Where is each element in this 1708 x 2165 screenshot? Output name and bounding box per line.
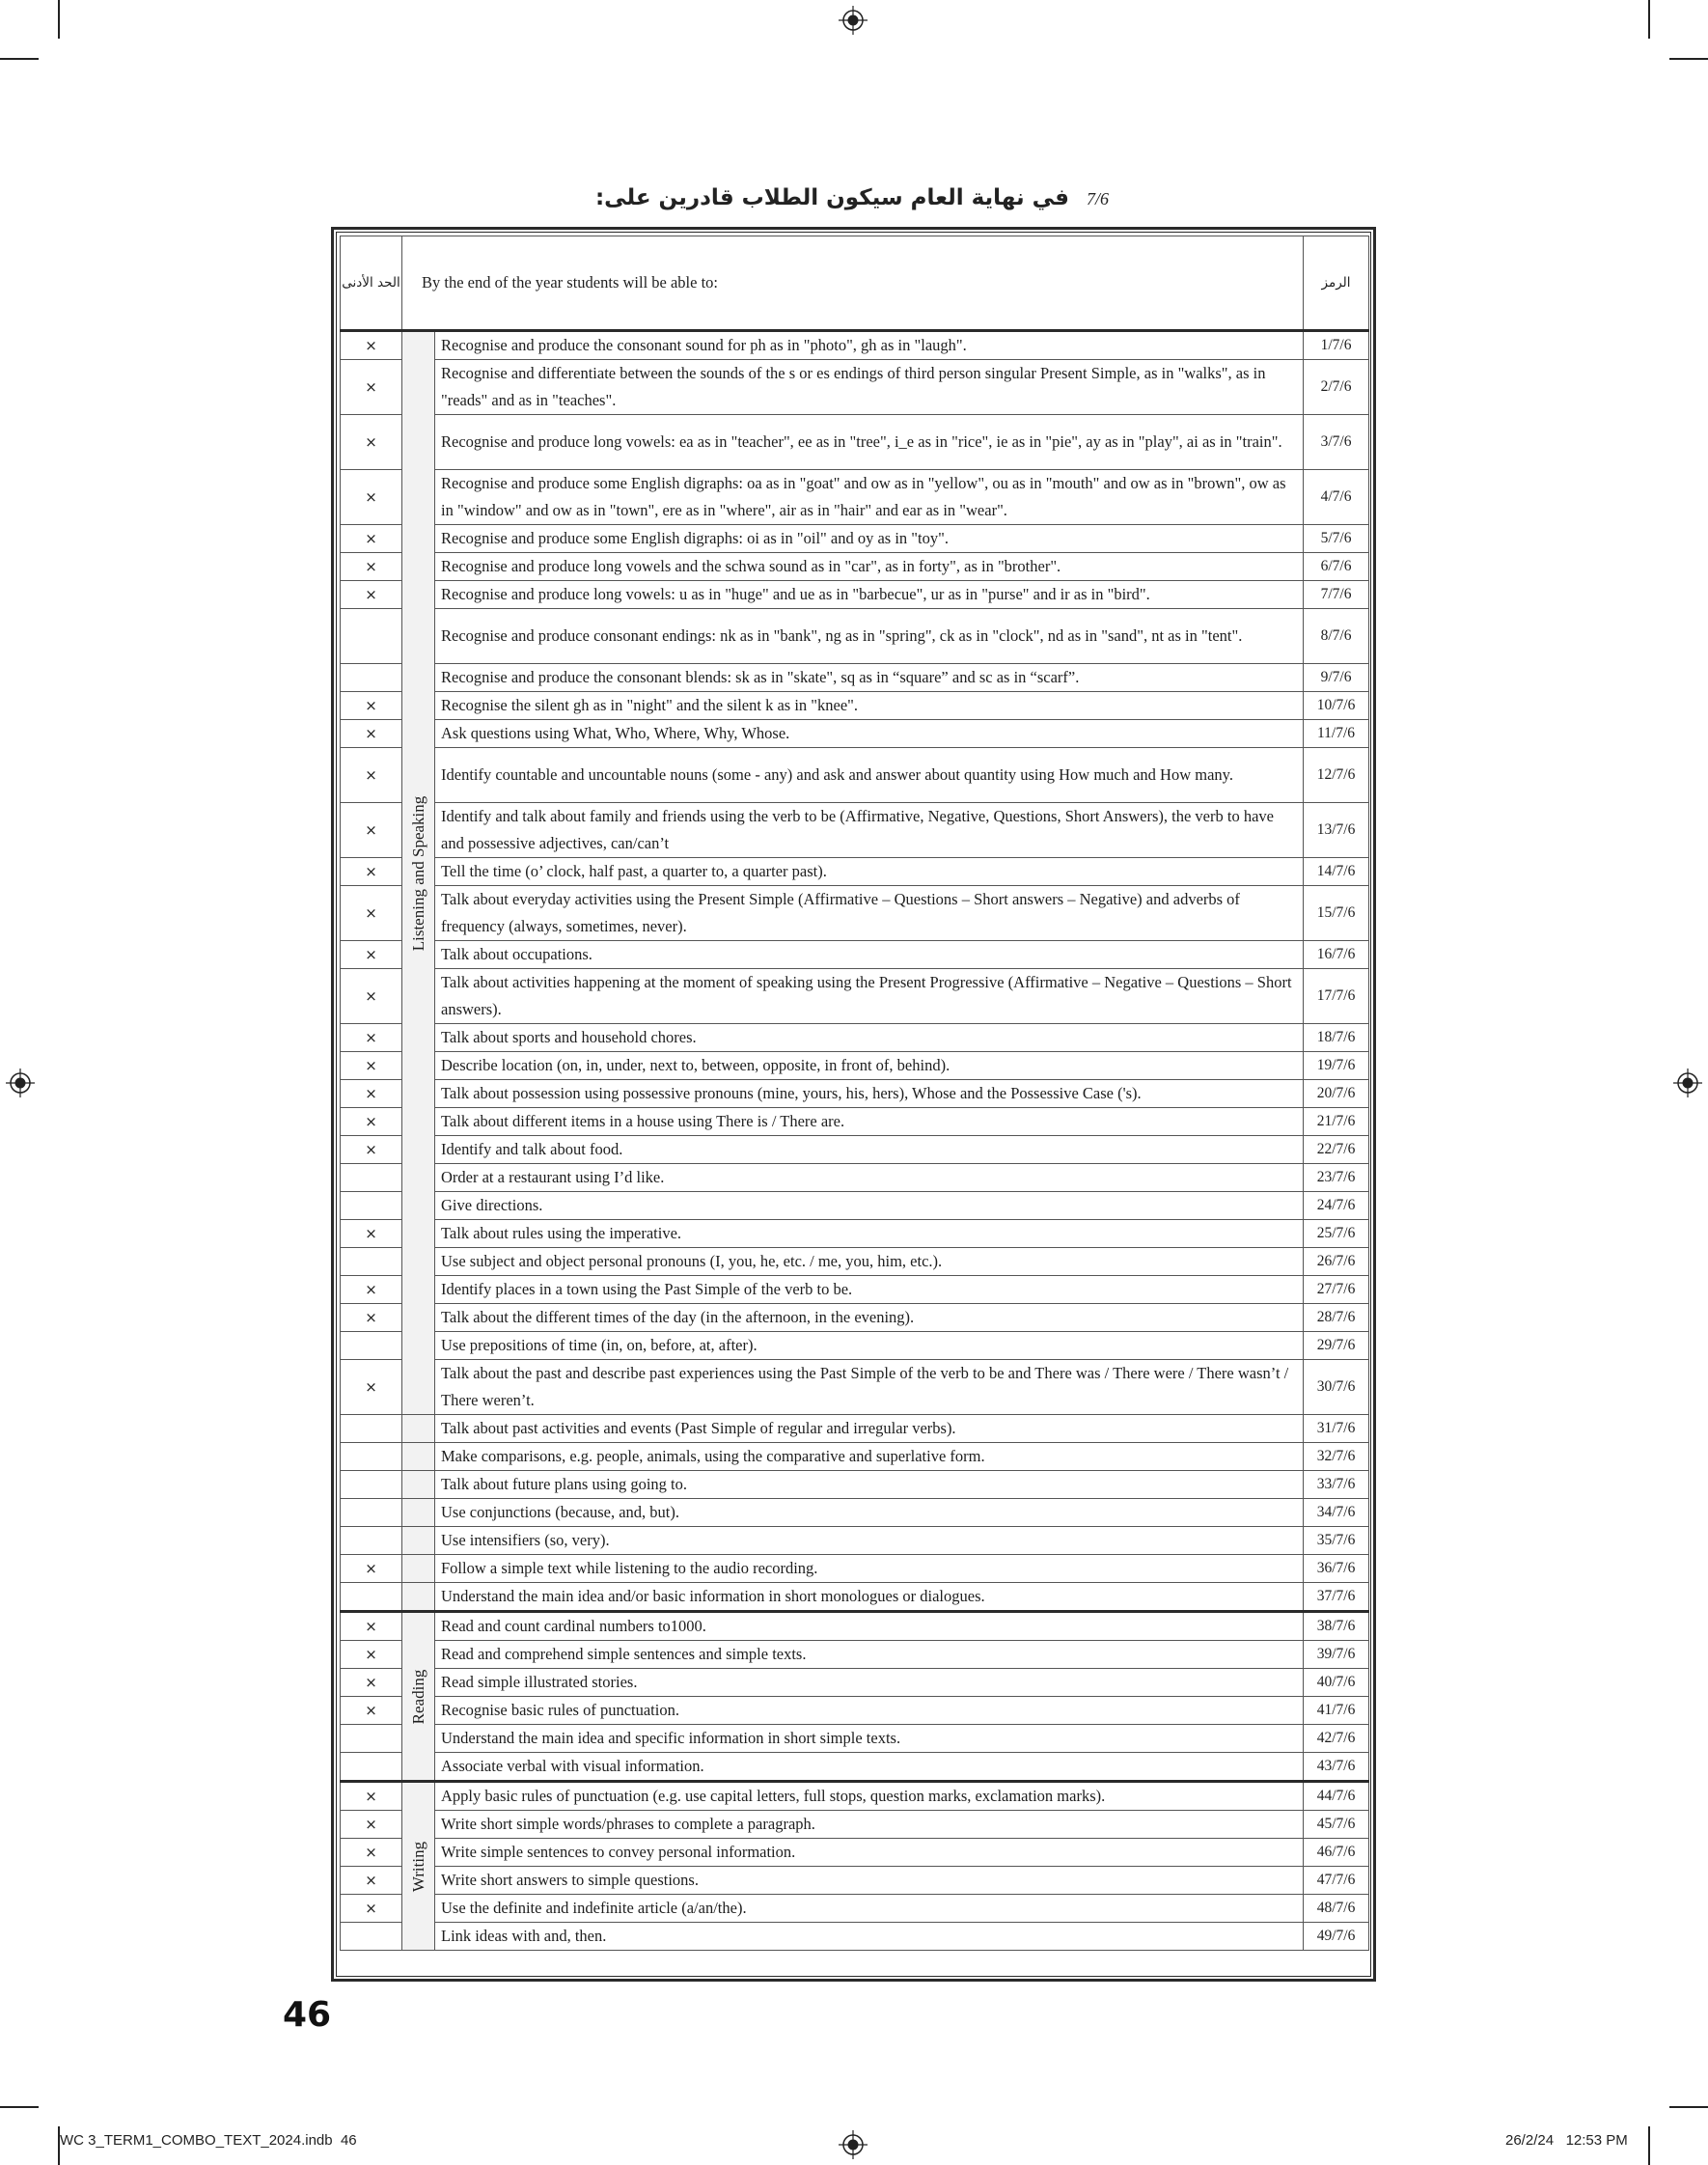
category-blank bbox=[402, 1443, 435, 1471]
min-mark: × bbox=[341, 1052, 402, 1080]
min-mark: × bbox=[341, 331, 402, 360]
objective-code: 41/7/6 bbox=[1304, 1697, 1369, 1725]
objective-text: Recognise and produce long vowels and the schwa sound as in "car", as in forty", as in "brother". bbox=[435, 553, 1304, 581]
category-blank bbox=[402, 1555, 435, 1583]
crop-mark bbox=[0, 2106, 39, 2108]
table-row bbox=[341, 941, 1369, 969]
objective-code: 46/7/6 bbox=[1304, 1839, 1369, 1867]
footer-timestamp bbox=[1505, 2132, 1628, 2149]
header-description: By the end of the year students will be able to: bbox=[402, 236, 1304, 331]
category-blank bbox=[402, 1471, 435, 1499]
min-mark: × bbox=[341, 1867, 402, 1895]
objective-code: 8/7/6 bbox=[1304, 609, 1369, 664]
min-mark: × bbox=[341, 1839, 402, 1867]
objective-text: Tell the time (o’ clock, half past, a quarter to, a quarter past). bbox=[435, 858, 1304, 886]
table-row bbox=[341, 360, 1369, 415]
crop-mark bbox=[0, 58, 39, 60]
objective-code: 7/7/6 bbox=[1304, 581, 1369, 609]
objective-text: Talk about sports and household chores. bbox=[435, 1024, 1304, 1052]
min-mark: × bbox=[341, 1220, 402, 1248]
table-row bbox=[341, 803, 1369, 858]
table-row bbox=[341, 1839, 1369, 1867]
objective-text: Talk about future plans using going to. bbox=[435, 1471, 1304, 1499]
objective-code: 14/7/6 bbox=[1304, 858, 1369, 886]
objective-text: Order at a restaurant using I’d like. bbox=[435, 1164, 1304, 1192]
objective-code: 19/7/6 bbox=[1304, 1052, 1369, 1080]
table-row bbox=[341, 1499, 1369, 1527]
page-number: 46 bbox=[283, 1995, 332, 2035]
category-blank bbox=[402, 1583, 435, 1612]
crop-mark bbox=[58, 0, 60, 39]
objective-text: Talk about activities happening at the moment of speaking using the Present Progressive (Affirmative – Negative – Questions – Short answers). bbox=[435, 969, 1304, 1024]
min-mark: × bbox=[341, 1612, 402, 1641]
objective-text: Talk about the different times of the day (in the afternoon, in the evening). bbox=[435, 1304, 1304, 1332]
objective-code: 47/7/6 bbox=[1304, 1867, 1369, 1895]
category-blank bbox=[402, 1527, 435, 1555]
min-mark: × bbox=[341, 553, 402, 581]
objective-code: 35/7/6 bbox=[1304, 1527, 1369, 1555]
objective-text: Recognise and produce the consonant blends: sk as in "skate", sq as in “square” and sc as in “scarf”. bbox=[435, 664, 1304, 692]
min-mark: × bbox=[341, 581, 402, 609]
objective-code: 2/7/6 bbox=[1304, 360, 1369, 415]
min-mark: × bbox=[341, 1669, 402, 1697]
code-label: الرمز bbox=[1304, 236, 1369, 331]
objective-text: Recognise and produce long vowels: ea as in "teacher", ee as in "tree", i_e as in "rice", ie as in "pie", ay as in "play", ai as in "train". bbox=[435, 415, 1304, 470]
footer-page: 46 bbox=[340, 2132, 357, 2149]
objective-text: Use the definite and indefinite article (a/an/the). bbox=[435, 1895, 1304, 1923]
min-mark: × bbox=[341, 692, 402, 720]
min-mark: × bbox=[341, 748, 402, 803]
table-row bbox=[341, 1725, 1369, 1753]
min-mark: × bbox=[341, 1136, 402, 1164]
objective-code: 1/7/6 bbox=[1304, 331, 1369, 360]
category-label: Reading bbox=[408, 1669, 427, 1724]
table-row bbox=[341, 581, 1369, 609]
min-mark bbox=[341, 1415, 402, 1443]
min-mark bbox=[341, 664, 402, 692]
objective-text: Write simple sentences to convey personal information. bbox=[435, 1839, 1304, 1867]
min-mark: × bbox=[341, 1080, 402, 1108]
objective-text: Link ideas with and, then. bbox=[435, 1923, 1304, 1951]
category-label: Listening and Speaking bbox=[408, 795, 427, 951]
table-row bbox=[341, 692, 1369, 720]
registration-mark-icon bbox=[839, 6, 868, 35]
objective-text: Identify places in a town using the Past Simple of the verb to be. bbox=[435, 1276, 1304, 1304]
min-mark: × bbox=[341, 720, 402, 748]
objective-text: Talk about possession using possessive pronouns (mine, yours, his, hers), Whose and the Possessive Case ('s). bbox=[435, 1080, 1304, 1108]
min-mark bbox=[341, 1471, 402, 1499]
objective-code: 49/7/6 bbox=[1304, 1923, 1369, 1951]
registration-mark-icon bbox=[1673, 1069, 1702, 1097]
category-label: Writing bbox=[408, 1841, 427, 1892]
table-row bbox=[341, 415, 1369, 470]
min-mark: × bbox=[341, 1641, 402, 1669]
table-row bbox=[341, 1555, 1369, 1583]
min-mark: × bbox=[341, 969, 402, 1024]
category-listening bbox=[402, 331, 435, 1415]
objective-text: Identify and talk about family and friends using the verb to be (Affirmative, Negative, Questions, Short Answers), the verb to have and possessive adjectives, can/can’t bbox=[435, 803, 1304, 858]
objective-text: Use prepositions of time (in, on, before, at, after). bbox=[435, 1332, 1304, 1360]
category-blank bbox=[402, 1499, 435, 1527]
objective-text: Recognise and differentiate between the sounds of the s or es endings of third person singular Present Simple, as in "walks", as in "reads" and as in "teaches". bbox=[435, 360, 1304, 415]
table-row bbox=[341, 1360, 1369, 1415]
objective-code: 10/7/6 bbox=[1304, 692, 1369, 720]
objective-text: Talk about occupations. bbox=[435, 941, 1304, 969]
table-row bbox=[341, 1276, 1369, 1304]
table-row bbox=[341, 1895, 1369, 1923]
objective-text: Write short answers to simple questions. bbox=[435, 1867, 1304, 1895]
objective-code: 11/7/6 bbox=[1304, 720, 1369, 748]
table-row bbox=[341, 1669, 1369, 1697]
objective-text: Identify countable and uncountable nouns (some - any) and ask and answer about quantity using How much and How many. bbox=[435, 748, 1304, 803]
objective-text: Recognise and produce the consonant sound for ph as in "photo", gh as in "laugh". bbox=[435, 331, 1304, 360]
min-mark: × bbox=[341, 1811, 402, 1839]
min-mark bbox=[341, 1248, 402, 1276]
table-row bbox=[341, 1527, 1369, 1555]
table-row bbox=[341, 470, 1369, 525]
table-row bbox=[341, 1415, 1369, 1443]
objective-code: 45/7/6 bbox=[1304, 1811, 1369, 1839]
objective-text: Talk about the past and describe past experiences using the Past Simple of the verb to be and There was / There were / There wasn’t / There weren’t. bbox=[435, 1360, 1304, 1415]
table-row bbox=[341, 1641, 1369, 1669]
footer-date: 26/2/24 bbox=[1505, 2132, 1555, 2149]
objective-code: 25/7/6 bbox=[1304, 1220, 1369, 1248]
objective-code: 43/7/6 bbox=[1304, 1753, 1369, 1782]
objective-text: Read and comprehend simple sentences and simple texts. bbox=[435, 1641, 1304, 1669]
category-writing bbox=[402, 1782, 435, 1951]
objective-text: Write short simple words/phrases to complete a paragraph. bbox=[435, 1811, 1304, 1839]
table-row bbox=[341, 553, 1369, 581]
table-row bbox=[341, 1471, 1369, 1499]
min-mark: × bbox=[341, 360, 402, 415]
objective-code: 48/7/6 bbox=[1304, 1895, 1369, 1923]
objective-text: Recognise and produce some English digraphs: oi as in "oil" and oy as in "toy". bbox=[435, 525, 1304, 553]
min-mark bbox=[341, 1164, 402, 1192]
objective-code: 39/7/6 bbox=[1304, 1641, 1369, 1669]
objective-code: 6/7/6 bbox=[1304, 553, 1369, 581]
objective-code: 24/7/6 bbox=[1304, 1192, 1369, 1220]
registration-mark-icon bbox=[839, 2130, 868, 2159]
min-mark bbox=[341, 609, 402, 664]
objective-code: 26/7/6 bbox=[1304, 1248, 1369, 1276]
objective-code: 36/7/6 bbox=[1304, 1555, 1369, 1583]
table-header-row bbox=[341, 236, 1369, 331]
table-row bbox=[341, 748, 1369, 803]
table-row bbox=[341, 1811, 1369, 1839]
min-mark bbox=[341, 1923, 402, 1951]
objective-text: Ask questions using What, Who, Where, Why, Whose. bbox=[435, 720, 1304, 748]
objective-code: 15/7/6 bbox=[1304, 886, 1369, 941]
objective-text: Recognise and produce some English digraphs: oa as in "goat" and ow as in "yellow", ou as in "mouth" and ow as in "brown", ow as in "window" and ow as in "town", ere as in "where", air as in "hair" and ear as in "wear". bbox=[435, 470, 1304, 525]
min-mark: × bbox=[341, 1108, 402, 1136]
table-row bbox=[341, 1583, 1369, 1612]
min-mark: × bbox=[341, 1895, 402, 1923]
objective-code: 32/7/6 bbox=[1304, 1443, 1369, 1471]
table-row bbox=[341, 1753, 1369, 1782]
objective-code: 40/7/6 bbox=[1304, 1669, 1369, 1697]
footer-file: WC 3_TERM1_COMBO_TEXT_2024.indb bbox=[60, 2132, 333, 2149]
min-mark: × bbox=[341, 1697, 402, 1725]
registration-mark-icon bbox=[6, 1069, 35, 1097]
objective-text: Talk about everyday activities using the Present Simple (Affirmative – Questions – Short answers – Negative) and adverbs of frequency (always, sometimes, never). bbox=[435, 886, 1304, 941]
table-row bbox=[341, 1867, 1369, 1895]
objective-code: 5/7/6 bbox=[1304, 525, 1369, 553]
min-mark bbox=[341, 1332, 402, 1360]
table-row bbox=[341, 1080, 1369, 1108]
objective-code: 31/7/6 bbox=[1304, 1415, 1369, 1443]
objective-code: 34/7/6 bbox=[1304, 1499, 1369, 1527]
objective-code: 22/7/6 bbox=[1304, 1136, 1369, 1164]
min-mark: × bbox=[341, 858, 402, 886]
objective-text: Recognise the silent gh as in "night" and the silent k as in "knee". bbox=[435, 692, 1304, 720]
table-row bbox=[341, 1192, 1369, 1220]
min-mark bbox=[341, 1725, 402, 1753]
crop-mark bbox=[1648, 0, 1650, 39]
min-mark: × bbox=[341, 1304, 402, 1332]
table-row bbox=[341, 969, 1369, 1024]
objective-code: 4/7/6 bbox=[1304, 470, 1369, 525]
min-mark bbox=[341, 1192, 402, 1220]
objective-code: 38/7/6 bbox=[1304, 1612, 1369, 1641]
objective-code: 9/7/6 bbox=[1304, 664, 1369, 692]
objective-text: Understand the main idea and specific information in short simple texts. bbox=[435, 1725, 1304, 1753]
table-row bbox=[341, 1697, 1369, 1725]
footer-file-info bbox=[60, 2132, 357, 2149]
table-row bbox=[341, 1248, 1369, 1276]
table-row bbox=[341, 525, 1369, 553]
objective-code: 33/7/6 bbox=[1304, 1471, 1369, 1499]
table-row bbox=[341, 1220, 1369, 1248]
objective-text: Talk about different items in a house using There is / There are. bbox=[435, 1108, 1304, 1136]
objective-code: 44/7/6 bbox=[1304, 1782, 1369, 1811]
min-mark: × bbox=[341, 803, 402, 858]
objective-text: Describe location (on, in, under, next to, between, opposite, in front of, behind). bbox=[435, 1052, 1304, 1080]
title-arabic: في نهاية العام سيكون الطلاب قادرين على: bbox=[594, 185, 1069, 210]
objective-text: Use intensifiers (so, very). bbox=[435, 1527, 1304, 1555]
table-row bbox=[341, 331, 1369, 360]
min-mark: × bbox=[341, 1782, 402, 1811]
objective-code: 20/7/6 bbox=[1304, 1080, 1369, 1108]
objective-text: Recognise and produce consonant endings: nk as in "bank", ng as in "spring", ck as in "clock", nd as in "sand", nt as in "tent". bbox=[435, 609, 1304, 664]
table-row bbox=[341, 1332, 1369, 1360]
objective-text: Use conjunctions (because, and, but). bbox=[435, 1499, 1304, 1527]
min-mark: × bbox=[341, 1555, 402, 1583]
table-row bbox=[341, 1136, 1369, 1164]
objective-code: 18/7/6 bbox=[1304, 1024, 1369, 1052]
objective-text: Apply basic rules of punctuation (e.g. use capital letters, full stops, question marks, exclamation marks). bbox=[435, 1782, 1304, 1811]
objective-code: 12/7/6 bbox=[1304, 748, 1369, 803]
objective-code: 37/7/6 bbox=[1304, 1583, 1369, 1612]
objective-text: Use subject and object personal pronouns (I, you, he, etc. / me, you, him, etc.). bbox=[435, 1248, 1304, 1276]
table-row bbox=[341, 664, 1369, 692]
min-mark bbox=[341, 1527, 402, 1555]
objective-code: 30/7/6 bbox=[1304, 1360, 1369, 1415]
min-label: الحد الأدنى bbox=[341, 236, 402, 331]
objective-code: 21/7/6 bbox=[1304, 1108, 1369, 1136]
objective-text: Recognise basic rules of punctuation. bbox=[435, 1697, 1304, 1725]
objective-code: 29/7/6 bbox=[1304, 1332, 1369, 1360]
table-row bbox=[341, 1443, 1369, 1471]
crop-mark bbox=[1648, 2126, 1650, 2165]
objective-code: 28/7/6 bbox=[1304, 1304, 1369, 1332]
min-mark: × bbox=[341, 1276, 402, 1304]
objective-code: 27/7/6 bbox=[1304, 1276, 1369, 1304]
table-row bbox=[341, 1923, 1369, 1951]
objective-code: 13/7/6 bbox=[1304, 803, 1369, 858]
objective-text: Talk about past activities and events (Past Simple of regular and irregular verbs). bbox=[435, 1415, 1304, 1443]
min-mark: × bbox=[341, 941, 402, 969]
table-row bbox=[341, 1782, 1369, 1811]
min-mark: × bbox=[341, 1360, 402, 1415]
table-row bbox=[341, 886, 1369, 941]
table-row bbox=[341, 1108, 1369, 1136]
objective-text: Recognise and produce long vowels: u as in "huge" and ue as in "barbecue", ur as in "purse" and ir as in "bird". bbox=[435, 581, 1304, 609]
table-row bbox=[341, 1304, 1369, 1332]
table-row bbox=[341, 858, 1369, 886]
objective-text: Make comparisons, e.g. people, animals, using the comparative and superlative form. bbox=[435, 1443, 1304, 1471]
objective-text: Read and count cardinal numbers to1000. bbox=[435, 1612, 1304, 1641]
objective-code: 16/7/6 bbox=[1304, 941, 1369, 969]
objective-text: Associate verbal with visual information. bbox=[435, 1753, 1304, 1782]
objective-text: Talk about rules using the imperative. bbox=[435, 1220, 1304, 1248]
table-row bbox=[341, 1052, 1369, 1080]
objective-code: 23/7/6 bbox=[1304, 1164, 1369, 1192]
min-mark: × bbox=[341, 415, 402, 470]
objective-code: 17/7/6 bbox=[1304, 969, 1369, 1024]
table-row bbox=[341, 609, 1369, 664]
objective-text: Read simple illustrated stories. bbox=[435, 1669, 1304, 1697]
min-mark bbox=[341, 1583, 402, 1612]
table-row bbox=[341, 1024, 1369, 1052]
objective-code: 42/7/6 bbox=[1304, 1725, 1369, 1753]
footer-time: 12:53 PM bbox=[1565, 2132, 1628, 2149]
category-reading bbox=[402, 1612, 435, 1782]
objective-code: 3/7/6 bbox=[1304, 415, 1369, 470]
crop-mark bbox=[1669, 2106, 1708, 2108]
min-mark: × bbox=[341, 1024, 402, 1052]
objective-text: Give directions. bbox=[435, 1192, 1304, 1220]
title-code: 7/6 bbox=[1087, 189, 1110, 208]
table-row bbox=[341, 1164, 1369, 1192]
table-row bbox=[341, 1612, 1369, 1641]
objective-text: Follow a simple text while listening to the audio recording. bbox=[435, 1555, 1304, 1583]
objective-text: Understand the main idea and/or basic information in short monologues or dialogues. bbox=[435, 1583, 1304, 1612]
min-mark bbox=[341, 1499, 402, 1527]
objective-text: Identify and talk about food. bbox=[435, 1136, 1304, 1164]
page-title bbox=[331, 185, 1373, 210]
category-blank bbox=[402, 1415, 435, 1443]
min-mark bbox=[341, 1753, 402, 1782]
table-row bbox=[341, 720, 1369, 748]
min-mark: × bbox=[341, 525, 402, 553]
crop-mark bbox=[1669, 58, 1708, 60]
min-mark: × bbox=[341, 886, 402, 941]
min-mark: × bbox=[341, 470, 402, 525]
min-mark bbox=[341, 1443, 402, 1471]
objectives-table bbox=[340, 236, 1369, 1951]
